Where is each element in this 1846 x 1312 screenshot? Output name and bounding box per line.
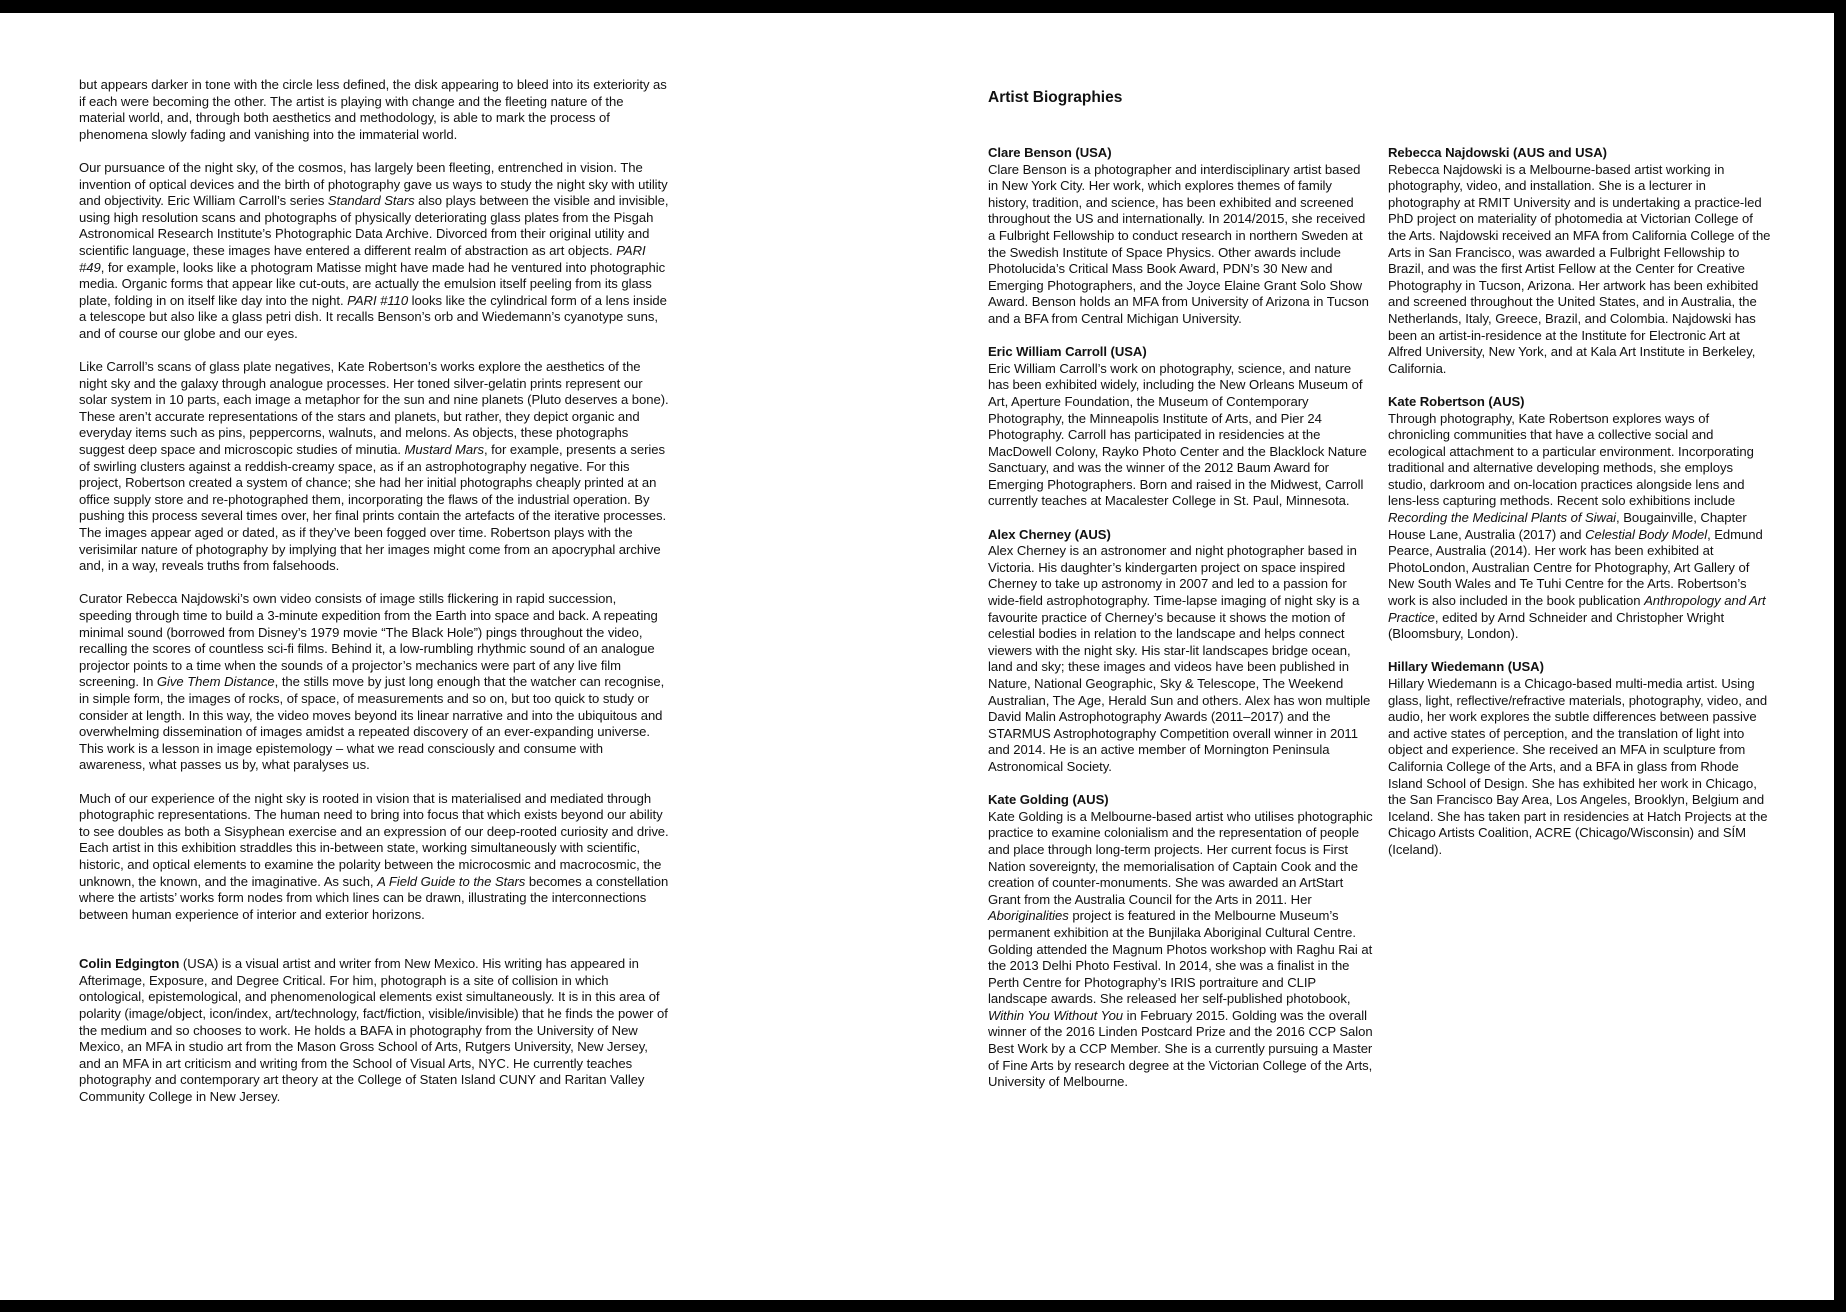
italic-title: Aboriginalities [988, 908, 1069, 924]
italic-title: PARI #110 [347, 292, 409, 308]
italic-title: Celestial Body Model [1585, 526, 1708, 542]
artist-name: Eric William Carroll (USA) [988, 344, 1147, 360]
artist-bio-text [1388, 411, 1773, 643]
text-run: Through photography, Kate Robertson explores ways of chronicling communities that have a collective social and ecological attachment to a particular environment. Incorporating traditional and alternative developing methods, she employs studio, darkroom and on-location practices alongside lens and lens-less capturing methods. Recent solo exhibitions include [1388, 410, 1754, 509]
essay-paragraph [79, 77, 669, 143]
italic-title: Anthropology and Art Practice [1388, 593, 1766, 625]
artist-name: Hillary Wiedemann (USA) [1388, 659, 1544, 675]
text-run: Kate Golding is a Melbourne-based artist who utilises photographic practice to examine colonialism and the representation of people and place through long-term projects. Her current focus is First Nation sovereignty, the memorialisation of Captain Cook and the creation of counter-monuments. She was awarded an ArtStart Grant from the Australia Council for the Arts in 2011. Her [988, 808, 1373, 907]
italic-title: Mustard Mars [404, 442, 484, 458]
artist-bio-text [988, 543, 1373, 775]
text-run: becomes a constellation where the artists’ works form nodes from which lines can be drawn, illustrating the interconnections between human experience of interior and exterior horizons. [79, 873, 669, 922]
text-run: , for example, looks like a photogram Matisse might have made had he ventured into photographic media. Organic forms that appear like cut-outs, are actually the emulsion itself peeling from its glass plate, folding in on itself like day into the night. [79, 259, 666, 308]
artist-bio [1388, 394, 1773, 643]
essay-column [79, 77, 669, 1122]
artist-bio-text [1388, 676, 1773, 859]
text-run: Much of our experience of the night sky is rooted in vision that is materialised and mediated through photographic representations. The human need to bring into focus that which exists beyond our ability to see doubles as both a Sisyphean exercise and an expression of our deep-rooted curiosity and drive. Each artist in this exhibition straddles this in-between state, working simultaneously with scientific, historic, and optical elements to examine the polarity between the microcosmic and macrocosmic, the unknown, the known, and the imaginative. As such, [79, 790, 669, 889]
text-run: Alex Cherney is an astronomer and night photographer based in Victoria. His daughter’s kindergarten project on space inspired Cherney to take up astronomy in 2007 and led to a passion for wide-field astrophotography. Time-lapse imaging of night sky is a favourite practice of Cherney’s because it shows the motion of celestial bodies in relation to the landscape and helps connect viewers with the night sky. His star-lit landscapes bridge ocean, land and sky; these images and videos have been published in Nature, National Geographic, Sky & Telescope, The Weekend Australian, The Age, Herald Sun and others. Alex has won multiple David Malin Astrophotography Awards (2011–2017) and the STARMUS Astrophotography Competition overall winner in 2011 and 2014. He is an active member of Mornington Peninsula Astronomical Society. [988, 543, 1371, 774]
artist-name: Alex Cherney (AUS) [988, 526, 1111, 542]
artist-bio-text [988, 809, 1373, 1091]
artist-bio [988, 145, 1373, 328]
author-name: Colin Edgington [79, 956, 180, 972]
italic-title: A Field Guide to the Stars [377, 873, 526, 889]
text-run: , for example, presents a series of swirling clusters against a reddish-creamy space, as if an astrophotography negative. For this project, Robertson created a system of chance; she had her initial photographs cheaply printed at an office supply store and re-photographed them, incorporating the flaws of the industrial operation. By pushing this process several times over, her final prints contain the artefacts of the iterative processes. The images appear aged or dated, as if they’ve been fogged over time. Robertson plays with the verisimilar nature of photography by implying that her images might come from an apocryphal archive and, in a way, reveals truths from falsehoods. [79, 442, 667, 574]
artist-bio [1388, 145, 1773, 377]
italic-title: Standard Stars [327, 193, 415, 209]
artist-name: Clare Benson (USA) [988, 145, 1112, 160]
essay-paragraph [79, 160, 669, 343]
artist-bio [1388, 659, 1773, 858]
artist-bio [988, 344, 1373, 510]
text-run: Our pursuance of the night sky, of the cosmos, has largely been fleeting, entrenched in vision. The invention of optical devices and the birth of photography gave us ways to study the night sky with utility and objectivity. Eric William Carroll’s series [79, 159, 668, 209]
artist-bio [988, 527, 1373, 776]
text-run: , edited by Arnd Schneider and Christopher Wright (Bloomsbury, London). [1388, 609, 1725, 642]
artist-name: Kate Robertson (AUS) [1388, 393, 1525, 409]
text-run: but appears darker in tone with the circle less defined, the disk appearing to bleed into its exteriority as if each were becoming the other. The artist is playing with change and the fleeting nature of the material world, and, through both aesthetics and methodology, is able to mark the process of phenomena slowly fading and vanishing into the immaterial world. [79, 77, 667, 142]
essay-paragraph [79, 591, 669, 774]
artist-bio-text [1388, 162, 1773, 378]
text-run: Hillary Wiedemann is a Chicago-based multi-media artist. Using glass, light, reflective/refractive materials, photography, video, and audio, her work explores the subtle differences between passive and active states of perception, and the translation of light into object and experience. She received an MFA in sculpture from California College of the Arts, and a BFA in glass from Rhode Island School of Design. She has exhibited her work in Chicago, the San Francisco Bay Area, Los Angeles, Brooklyn, Belgium and Iceland. She has taken part in residencies at Hatch Projects at the Chicago Artists Coalition, ACRE (Chicago/Wisconsin) and SÍM (Iceland). [1388, 676, 1768, 857]
italic-title: Give Them Distance [156, 674, 275, 690]
artist-bio-text [988, 361, 1373, 510]
text-run: in February 2015. Golding was the overall winner of the 2016 Linden Postcard Prize and the 2016 CCP Salon Best Work by a CCP Member. She is a currently pursuing a Master of Fine Arts by research degree at the Victorian College of the Arts, University of Melbourne. [988, 1007, 1373, 1090]
book-spread [0, 13, 1834, 1300]
text-run: Eric William Carroll’s work on photography, science, and nature has been exhibited widely, including the New Orleans Museum of Art, Aperture Foundation, the Museum of Contemporary Photography, the Minneapolis Institute of Arts, and Pier 24 Photography. Carroll has participated in residencies at the MacDowell Colony, Rayko Photo Center and the Blacklock Nature Sanctuary, and was the winner of the 2012 Baum Award for Emerging Photographers. Born and raised in the Midwest, Carroll currently teaches at Macalester College in St. Paul, Minnesota. [988, 360, 1367, 509]
text-run: , Edmund Pearce, Australia (2014). Her work has been exhibited at PhotoLondon, Australian Centre for Photography, Art Gallery of New South Wales and Te Tuhi Centre for the Arts. Robertson’s work is also included in the book publication [1388, 526, 1763, 609]
text-run: Rebecca Najdowski is a Melbourne-based artist working in photography, video, and installation. She is a lecturer in photography at RMIT University and is undertaking a practice-led PhD project on materiality of photomedia at Victorian College of the Arts. Najdowski received an MFA from California College of the Arts in San Francisco, was awarded a Fulbright Fellowship to Brazil, and was the first Artist Fellow at the Center for Creative Photography in Tucson, Arizona. Her artwork has been exhibited and screened throughout the United States, and in Australia, the Netherlands, Italy, Greece, Brazil, and Colombia. Najdowski has been an artist-in-residence at the Institute for Electronic Art at Alfred University, New York, and at Kala Art Institute in Berkeley, California. [1388, 161, 1771, 376]
italic-title: Recording the Medicinal Plants of Siwai [1388, 510, 1617, 526]
text-run: looks like the cylindrical form of a lens inside a telescope but also like a glass petri dish. It recalls Benson’s orb and Wiedemann’s cyanotype suns, and of course our globe and our eyes. [79, 292, 667, 341]
text-run: Curator Rebecca Najdowski’s own video consists of image stills flickering in rapid succession, speeding through time to build a 3-minute expedition from the Earth into space and back. A repeating minimal sound (borrowed from Disney’s 1979 movie “The Black Hole”) pings throughout the video, recalling the scores of countless sci-fi films. Behind it, a low-rumbling rhythmic sound of an analogue projector points to a time when the sounds of a projector’s mechanics were part of any live film screening. In [79, 591, 658, 690]
bio-column-1 [988, 145, 1373, 1107]
essay-paragraph [79, 359, 669, 575]
artist-name: Kate Golding (AUS) [988, 792, 1109, 808]
author-bio-paragraph [79, 956, 669, 1105]
artist-bio-text [988, 162, 1373, 328]
artist-name: Rebecca Najdowski (AUS and USA) [1388, 145, 1607, 160]
italic-title: PARI #49 [79, 242, 646, 275]
italic-title: Within You Without You [988, 1007, 1124, 1023]
artist-bio [988, 792, 1373, 1091]
author-bio-text: (USA) is a visual artist and writer from New Mexico. His writing has appeared in Afterimage, Exposure, and Degree Critical. For him, photograph is a site of collision in which ontological, epistemological, and phenomenological elements exist simultaneously. It is in this area of polarity (image/object, icon/index, art/technology, fact/fiction, visible/invisible) that he finds the power of the medium and so chooses to work. He holds a BAFA in photography from the University of New Mexico, an MFA in studio art from the Mason Gross School of Arts, Rutgers University, New Jersey, and an MFA in art criticism and writing from the School of Visual Arts, NYC. He currently teaches photography and contemporary art theory at the College of Staten Island CUNY and Raritan Valley Community College in New Jersey. [79, 956, 668, 1105]
text-run: project is featured in the Melbourne Museum’s permanent exhibition at the Bunjilaka Aboriginal Cultural Centre. Golding attended the Magnum Photos workshop with Raghu Rai at the 2013 Delhi Photo Festival. In 2014, she was a finalist in the Perth Centre for Photography’s IRIS portraiture and CLIP landscape awards. She released her self-published photobook, [988, 908, 1373, 1007]
text-run: , the stills move by just long enough that the watcher can recognise, in simple form, the images of rocks, of space, of measurements and so on, but too quick to study or consider at length. In this way, the video moves beyond its linear narrative and into the ubiquitous and overwhelming dissemination of images amidst a repeated discovery of an ever-expanding universe. This work is a lesson in image epistemology – what we read consciously and consume with awareness, what passes us by, what paralyses us. [79, 674, 665, 773]
essay-paragraph [79, 791, 669, 924]
section-heading: Artist Biographies [988, 89, 1123, 106]
text-run: Like Carroll’s scans of glass plate negatives, Kate Robertson’s works explore the aesthetics of the night sky and the galaxy through analogue processes. Her toned silver-gelatin prints represent our solar system in 10 parts, each image a metaphor for the sun and nine planets (Pluto deserves a bone). These aren’t accurate representations of the stars and planets, but rather, they depict organic and everyday items such as pins, peppercorns, walnuts, and melons. As objects, these photographs suggest deep space and microscopic studies of minutia. [79, 359, 669, 458]
text-run: also plays between the visible and invisible, using high resolution scans and photographs of physically deteriorating glass plates from the Pisgah Astronomical Research Institute’s Photographic Data Archive. Divorced from their original utility and scientific language, these images have entered a different realm of abstraction as art objects. [79, 193, 669, 258]
text-run: , Bougainville, Chapter House Lane, Australia (2017) and [1388, 510, 1747, 542]
text-run: Clare Benson is a photographer and interdisciplinary artist based in New York City. Her work, which explores themes of family history, tradition, and science, has been exhibited and screened throughout the US and internationally. In 2014/2015, she received a Fulbright Fellowship to conduct research in northern Sweden at the Swedish Institute of Space Physics. Other awards include Photolucida’s Critical Mass Book Award, PDN’s 30 New and Emerging Photographers, and the Joyce Elaine Grant Solo Show Award. Benson holds an MFA from University of Arizona in Tucson and a BFA from Central Michigan University. [988, 161, 1369, 326]
bio-column-2 [1388, 145, 1773, 875]
